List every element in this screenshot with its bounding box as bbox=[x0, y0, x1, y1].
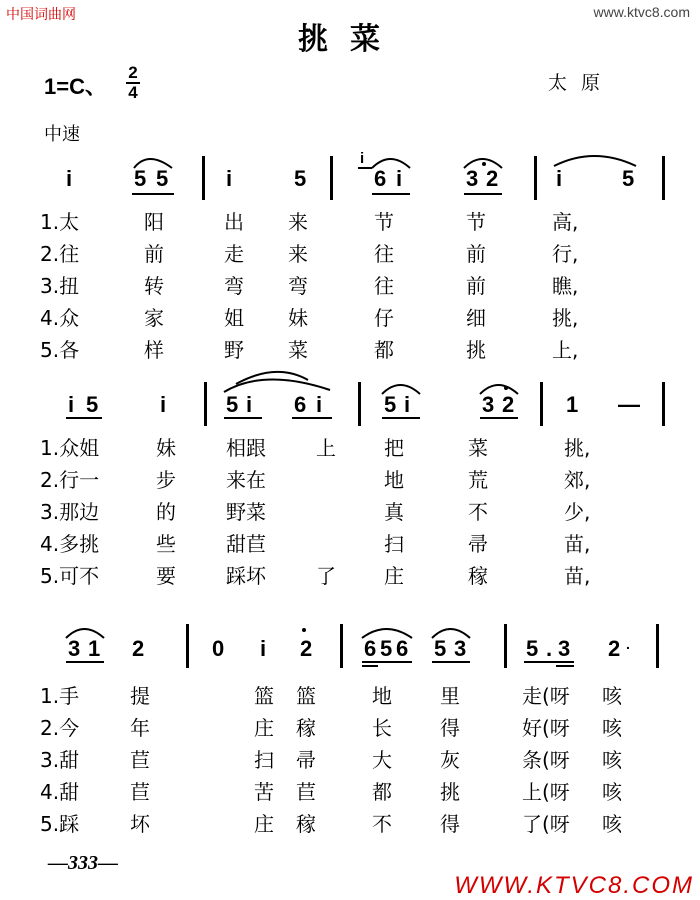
lyric: 不 bbox=[468, 500, 488, 524]
note: i bbox=[316, 392, 323, 417]
lyric: 来 bbox=[288, 242, 308, 266]
lyric: 苦 bbox=[254, 780, 274, 804]
lyric: 2.行一 bbox=[40, 468, 100, 492]
note: 2 bbox=[300, 636, 313, 661]
lyric: 地 bbox=[384, 468, 404, 492]
time-sig-bottom: 4 bbox=[128, 83, 138, 102]
note: 5 bbox=[294, 166, 307, 191]
lyric: 相跟 bbox=[226, 436, 266, 460]
note: 2 bbox=[132, 636, 145, 661]
lyric: 前 bbox=[144, 242, 164, 266]
lyric: 稼 bbox=[296, 716, 316, 740]
note: i bbox=[66, 166, 73, 191]
lyric: 野 bbox=[224, 338, 244, 362]
note: 2 bbox=[486, 166, 499, 191]
watermark-top-right: www.ktvc8.com bbox=[593, 4, 690, 20]
lyric: 姐 bbox=[224, 306, 244, 330]
note: — bbox=[618, 392, 640, 417]
lyric: 来 bbox=[288, 210, 308, 234]
lyric: 5.可不 bbox=[40, 564, 100, 588]
lyric: 往 bbox=[374, 274, 394, 298]
lyric: 阳 bbox=[144, 210, 164, 234]
note: 5 bbox=[380, 636, 393, 661]
lyric: 挑, bbox=[564, 436, 591, 460]
lyric: 高, bbox=[552, 210, 579, 234]
lyric: 扫 bbox=[384, 532, 404, 556]
lyric: 行, bbox=[552, 242, 579, 266]
lyric: 转 bbox=[144, 274, 164, 298]
lyric: 得 bbox=[440, 812, 460, 836]
watermark-top-left: 中国词曲网 bbox=[6, 7, 76, 23]
lyric: 庄 bbox=[254, 812, 274, 836]
lyric: 仔 bbox=[374, 306, 394, 330]
lyric: 帚 bbox=[296, 748, 316, 772]
lyric: 弯 bbox=[288, 274, 308, 298]
note: . bbox=[546, 636, 553, 661]
lyric: 2.往 bbox=[40, 242, 80, 266]
note: 5 bbox=[226, 392, 239, 417]
lyric: 把 bbox=[384, 436, 404, 460]
lyric: 妹 bbox=[156, 436, 176, 460]
lyric: 咳 bbox=[602, 812, 622, 836]
note: 2 bbox=[608, 636, 621, 661]
note: i bbox=[260, 636, 267, 661]
lyric: 咳 bbox=[602, 748, 622, 772]
lyric: 好(呀 bbox=[522, 716, 570, 740]
note: 5 bbox=[86, 392, 99, 417]
lyric: 坏 bbox=[130, 812, 150, 836]
note: 1 bbox=[566, 392, 579, 417]
lyric: 挑, bbox=[552, 306, 579, 330]
lyric: 不 bbox=[372, 812, 392, 836]
lyric: 2.今 bbox=[40, 716, 80, 740]
lyric: 些 bbox=[156, 532, 176, 556]
lyric: 上 bbox=[316, 436, 336, 460]
lyric: 3.扭 bbox=[40, 274, 80, 298]
note: 3 bbox=[454, 636, 467, 661]
lyric: 扫 bbox=[254, 748, 274, 772]
lyric: 地 bbox=[372, 684, 392, 708]
lyric: 往 bbox=[374, 242, 394, 266]
note: 0 bbox=[212, 636, 225, 661]
lyric: 来在 bbox=[226, 468, 266, 492]
lyric: 5.各 bbox=[40, 338, 80, 362]
lyric: 庄 bbox=[384, 564, 404, 588]
lyric: 前 bbox=[466, 274, 486, 298]
lyric: 菜 bbox=[288, 338, 308, 362]
lyric: 少, bbox=[564, 500, 591, 524]
lyric: 4.众 bbox=[40, 306, 80, 330]
lyric: 郊, bbox=[564, 468, 591, 492]
lyric: 篮 bbox=[296, 684, 316, 708]
note: 3 bbox=[68, 636, 81, 661]
lyric: 苣 bbox=[130, 780, 150, 804]
lyric: 稼 bbox=[468, 564, 488, 588]
note: 5 bbox=[622, 166, 635, 191]
lyric: 走(呀 bbox=[522, 684, 570, 708]
note: . bbox=[626, 636, 630, 652]
lyric: 1.手 bbox=[40, 684, 80, 708]
lyric: 了(呀 bbox=[522, 812, 570, 836]
lyric: 出 bbox=[224, 210, 244, 234]
watermark-bottom-right: WWW.KTVC8.COM bbox=[454, 872, 694, 899]
lyric: 菜 bbox=[468, 436, 488, 460]
lyric: 野菜 bbox=[226, 500, 266, 524]
lyric: 踩坏 bbox=[226, 564, 266, 588]
lyric: 节 bbox=[466, 210, 486, 234]
lyric: 苗, bbox=[564, 564, 591, 588]
note: 3 bbox=[466, 166, 479, 191]
lyric: 样 bbox=[144, 338, 164, 362]
lyric: 稼 bbox=[296, 812, 316, 836]
page-number: —333— bbox=[48, 852, 118, 874]
note: i bbox=[68, 392, 75, 417]
note: i bbox=[226, 166, 233, 191]
lyric: 灰 bbox=[440, 748, 460, 772]
note: 6 bbox=[374, 166, 387, 191]
lyric: 里 bbox=[440, 684, 460, 708]
lyric: 1.众姐 bbox=[40, 436, 100, 460]
lyric: 了 bbox=[316, 564, 336, 588]
lyric: 得 bbox=[440, 716, 460, 740]
note: 5 bbox=[384, 392, 397, 417]
lyric: 都 bbox=[374, 338, 394, 362]
lyric: 弯 bbox=[224, 274, 244, 298]
key-signature: 1=C、 bbox=[44, 74, 107, 99]
note: 2 bbox=[502, 392, 515, 417]
lyric: 前 bbox=[466, 242, 486, 266]
lyric: 苣 bbox=[130, 748, 150, 772]
lyric: 上(呀 bbox=[522, 780, 570, 804]
lyric: 的 bbox=[156, 500, 176, 524]
lyric: 5.踩 bbox=[40, 812, 80, 836]
lyric: 长 bbox=[372, 716, 392, 740]
lyric: 步 bbox=[156, 468, 176, 492]
lyric: 要 bbox=[156, 564, 176, 588]
grace-note: i bbox=[360, 150, 365, 167]
note: i bbox=[404, 392, 411, 417]
lyric: 甜苣 bbox=[226, 532, 266, 556]
lyric: 条(呀 bbox=[522, 748, 570, 772]
lyric: 挑 bbox=[440, 780, 460, 804]
note: 3 bbox=[558, 636, 571, 661]
lyric: 妹 bbox=[288, 306, 308, 330]
origin-label: 太原 bbox=[547, 72, 614, 94]
lyric: 细 bbox=[466, 306, 486, 330]
song-title: 挑菜 bbox=[298, 22, 402, 57]
note: i bbox=[556, 166, 563, 191]
lyric: 走 bbox=[224, 242, 244, 266]
note: i bbox=[160, 392, 167, 417]
lyric: 4.多挑 bbox=[40, 532, 100, 556]
lyric: 都 bbox=[372, 780, 392, 804]
lyric: 庄 bbox=[254, 716, 274, 740]
note: 5 bbox=[134, 166, 147, 191]
lyric: 家 bbox=[144, 306, 164, 330]
time-sig-top: 2 bbox=[128, 63, 138, 82]
note: 5 bbox=[156, 166, 169, 191]
lyric: 1.太 bbox=[40, 210, 80, 234]
lyric: 3.甜 bbox=[40, 748, 80, 772]
lyric: 4.甜 bbox=[40, 780, 80, 804]
lyric: 苣 bbox=[296, 780, 316, 804]
lyric: 咳 bbox=[602, 716, 622, 740]
lyric: 荒 bbox=[468, 468, 488, 492]
lyric: 3.那边 bbox=[40, 500, 100, 524]
note: 6 bbox=[364, 636, 377, 661]
lyric: 提 bbox=[130, 684, 150, 708]
lyric: 篮 bbox=[254, 684, 274, 708]
lyric: 挑 bbox=[466, 338, 486, 362]
note: 6 bbox=[294, 392, 307, 417]
lyric: 上, bbox=[552, 338, 579, 362]
tempo-marking: 中速 bbox=[44, 124, 80, 145]
lyric: 大 bbox=[372, 748, 392, 772]
lyric: 苗, bbox=[564, 532, 591, 556]
note: 3 bbox=[482, 392, 495, 417]
note: 5 bbox=[526, 636, 539, 661]
lyric: 年 bbox=[130, 716, 150, 740]
note: 1 bbox=[88, 636, 101, 661]
lyric: 咳 bbox=[602, 684, 622, 708]
note: i bbox=[246, 392, 253, 417]
note: 6 bbox=[396, 636, 409, 661]
lyric: 瞧, bbox=[552, 274, 579, 298]
lyric: 帚 bbox=[468, 532, 488, 556]
lyric: 真 bbox=[384, 500, 404, 524]
note: i bbox=[396, 166, 403, 191]
lyric: 节 bbox=[374, 210, 394, 234]
note: 5 bbox=[434, 636, 447, 661]
lyric: 咳 bbox=[602, 780, 622, 804]
